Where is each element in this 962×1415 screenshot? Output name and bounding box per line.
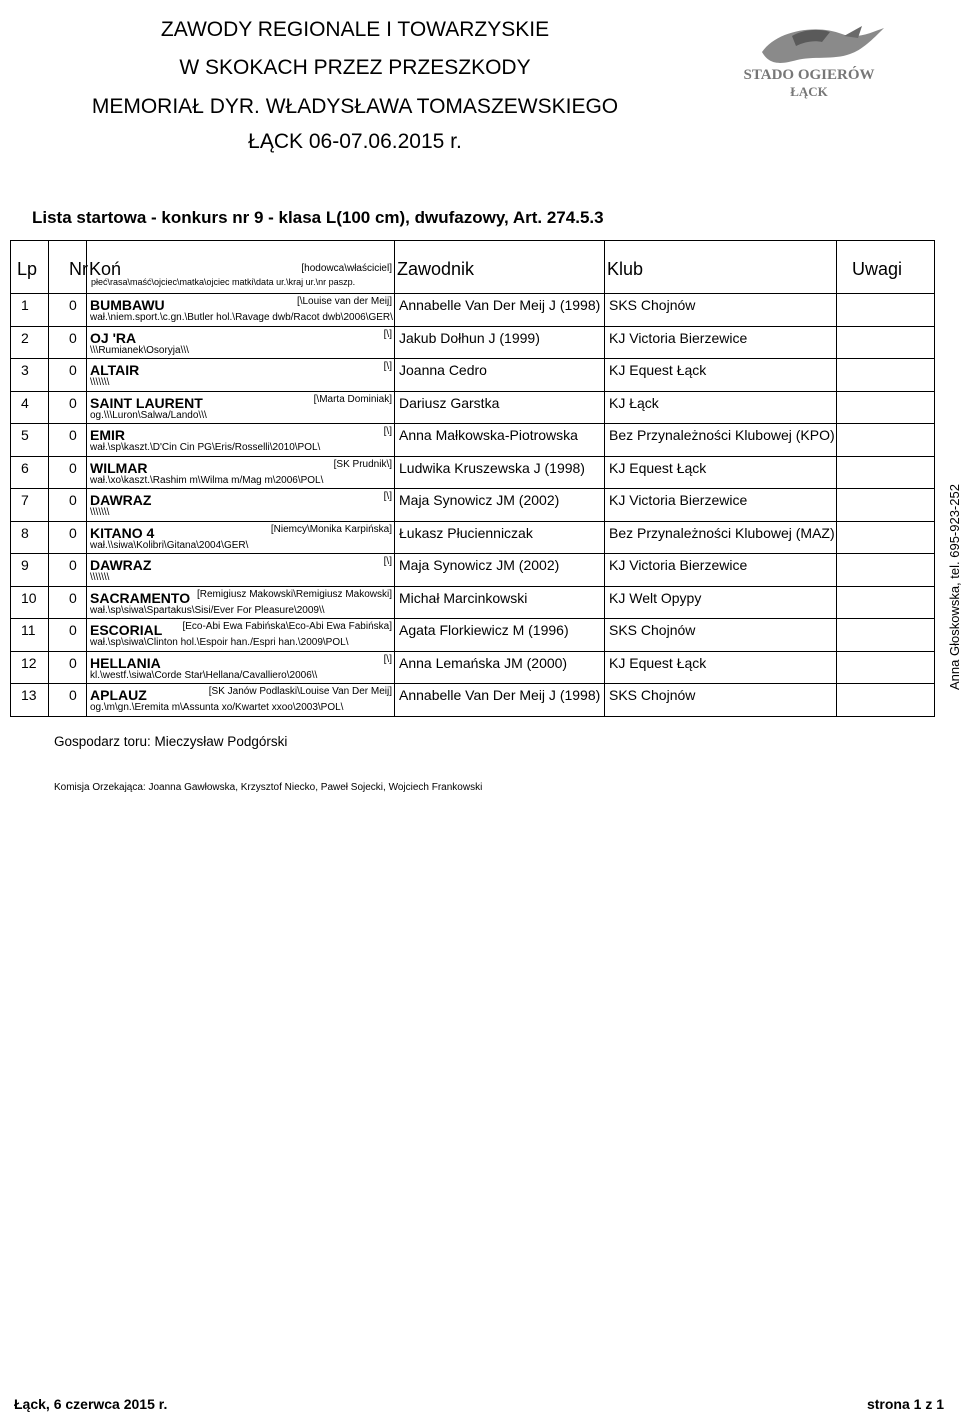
row-owner: [Remigiusz Makowski\Remigiusz Makowski] [196,588,392,600]
cell-notes [837,391,935,424]
cell-rider [395,294,605,327]
row-owner: [Eco-Abi Ewa Fabińska\Eco-Abi Ewa Fabińska] [182,621,392,632]
header-nr: Nr [49,241,87,294]
row-nr: 0 [69,394,77,411]
row-nr: 0 [69,524,77,541]
row-horse: DAWRAZ [90,557,152,573]
row-lp: 13 [21,687,37,703]
cell-lp [11,619,49,652]
side-note: Anna Głoskowska, tel. 695-923-252 [947,484,962,690]
cell-nr [49,586,87,619]
row-club: KJ Equest Łąck [609,654,707,671]
cell-rider [395,651,605,684]
row-horse-desc: \\\\\\\ [90,377,110,388]
cell-horse [87,359,395,392]
row-nr: 0 [69,329,77,346]
cell-nr [49,359,87,392]
row-club: KJ Welt Opypy [609,589,702,606]
cell-rider [395,489,605,522]
row-rider: Annabelle Van Der Meij J (1998) [399,297,601,313]
start-list-table [10,240,935,717]
cell-notes [837,619,935,652]
cell-notes [837,586,935,619]
row-rider: Michał Marcinkowski [399,589,528,606]
row-horse-desc: \\\Rumianek\Osoryja\\\ [90,344,189,356]
cell-club [605,651,837,684]
row-lp: 2 [21,329,29,346]
svg-text:ŁĄCK: ŁĄCK [790,84,828,99]
row-rider: Łukasz Płucienniczak [399,524,533,541]
cell-club [605,456,837,489]
cell-notes [837,294,935,327]
cell-horse [87,651,395,684]
cell-club [605,359,837,392]
row-horse-desc: \\\\\\\ [90,572,110,583]
table-row [11,619,935,652]
table-row [11,684,935,717]
cell-club [605,294,837,327]
table-row [11,359,935,392]
table-row [11,326,935,359]
cell-rider [395,684,605,717]
row-club: KJ Victoria Bierzewice [609,329,748,346]
header-lp: Lp [11,241,49,294]
cell-nr [49,489,87,522]
title-line-4: ŁĄCK 06-07.06.2015 r. [248,130,462,153]
row-horse: KITANO 4 [90,524,155,541]
row-horse-desc: og.\\\Luron\Salwa/Lando\\\ [90,409,207,421]
cell-club [605,326,837,359]
row-horse: SAINT LAURENT [90,394,203,411]
cell-nr [49,619,87,652]
competition-subtitle: Lista startowa - konkurs nr 9 - klasa L(100 cm), dwufazowy, Art. 274.5.3 [32,208,604,227]
cell-horse [87,684,395,717]
cell-horse [87,326,395,359]
cell-rider [395,554,605,587]
cell-horse [87,391,395,424]
cell-club [605,521,837,554]
row-owner: [\Louise van der Meij] [296,296,392,307]
row-club: KJ Łąck [609,394,659,411]
row-horse-desc: wał.\\siwa\Kolibri\Gitana\2004\GER\ [90,539,249,551]
cell-club [605,619,837,652]
row-horse-desc: \\\\\\\ [90,507,110,518]
cell-lp [11,489,49,522]
cell-notes [837,521,935,554]
row-horse: SACRAMENTO [90,589,191,606]
cell-rider [395,456,605,489]
row-horse: OJ 'RA [90,329,137,346]
cell-notes [837,489,935,522]
stado-ogierow-logo [722,22,897,102]
cell-lp [11,684,49,717]
row-club: Bez Przynależności Klubowej (MAZ) [609,524,835,541]
row-nr: 0 [69,589,77,606]
header-rider: Zawodnik [395,241,605,294]
table-row [11,456,935,489]
row-nr: 0 [69,492,77,508]
cell-rider [395,521,605,554]
row-horse-desc: wał.\sp\siwa\Spartakus\Sisi/Ever For Pleasure\2009\\ [90,604,325,616]
cell-lp [11,456,49,489]
cell-lp [11,586,49,619]
cell-horse [87,521,395,554]
row-horse: HELLANIA [90,654,161,671]
row-owner: [\Marta Dominiak] [313,393,392,405]
course-host: Gospodarz toru: Mieczysław Podgórski [54,734,288,749]
cell-club [605,684,837,717]
cell-horse [87,424,395,457]
cell-lp [11,294,49,327]
table-row [11,554,935,587]
row-rider: Anna Małkowska-Piotrowska [399,427,578,443]
cell-nr [49,651,87,684]
row-club: KJ Equest Łąck [609,459,707,476]
cell-notes [837,424,935,457]
cell-rider [395,359,605,392]
cell-horse [87,456,395,489]
row-lp: 10 [21,589,37,606]
row-owner: [SK Prudnik\] [333,458,392,470]
cell-lp [11,554,49,587]
row-horse: DAWRAZ [90,492,152,508]
row-lp: 11 [21,622,36,638]
cell-horse [87,619,395,652]
row-rider: Joanna Cedro [399,362,487,378]
cell-club [605,554,837,587]
place-date: Łąck, 6 czerwca 2015 r. [14,1396,168,1412]
cell-club [605,391,837,424]
horse-head-logo-icon [722,22,897,102]
title-line-1: ZAWODY REGIONALE I TOWARZYSKIE [160,18,550,41]
row-owner: [\] [383,328,392,340]
cell-rider [395,424,605,457]
cell-lp [11,651,49,684]
cell-nr [49,456,87,489]
cell-rider [395,619,605,652]
row-horse: ESCORIAL [90,622,163,638]
row-horse-desc: kl.\westf.\siwa\Corde Star\Hellana/Cavalliero\2006\\ [90,669,318,681]
row-lp: 6 [21,459,29,476]
row-rider: Anna Lemańska JM (2000) [399,654,568,671]
row-nr: 0 [69,427,77,443]
cell-notes [837,326,935,359]
row-horse: APLAUZ [90,687,147,703]
row-owner: [SK Janów Podlaski\Louise Van Der Meij] [208,686,392,697]
row-nr: 0 [69,459,77,476]
row-owner: [Niemcy\Monika Karpińska] [270,523,392,535]
table-row [11,424,935,457]
row-owner: [\] [383,426,392,437]
row-horse: WILMAR [90,459,148,476]
row-lp: 3 [21,362,29,378]
cell-club [605,586,837,619]
cell-club [605,489,837,522]
row-club: SKS Chojnów [609,297,696,313]
cell-nr [49,554,87,587]
row-nr: 0 [69,297,77,313]
row-horse-desc: og.\m\gn.\Eremita m\Assunta xo/Kwartet xxoo\2003\POL\ [90,702,344,713]
row-club: SKS Chojnów [609,687,696,703]
row-owner: [\] [383,556,392,567]
row-lp: 7 [21,492,29,508]
cell-lp [11,391,49,424]
row-lp: 4 [21,394,29,411]
row-horse: ALTAIR [90,362,140,378]
cell-horse [87,586,395,619]
row-owner: [\] [383,361,392,372]
row-owner: [\] [383,491,392,502]
page-number: strona 1 z 1 [866,1396,944,1412]
row-horse: BUMBAWU [90,297,165,313]
cell-notes [837,651,935,684]
row-nr: 0 [69,654,77,671]
row-rider: Dariusz Garstka [399,394,500,411]
cell-nr [49,294,87,327]
cell-horse [87,294,395,327]
row-nr: 0 [69,362,77,378]
cell-nr [49,521,87,554]
cell-notes [837,554,935,587]
row-club: SKS Chojnów [609,622,696,638]
row-club: KJ Victoria Bierzewice [609,557,748,573]
cell-nr [49,424,87,457]
row-horse-desc: wał.\niem.sport.\c.gn.\Butler hol.\Ravage dwb/Racot dwb\2006\GER\ [90,312,393,323]
row-nr: 0 [69,557,77,573]
row-owner: [\] [383,653,392,665]
header-notes: Uwagi [837,241,935,294]
cell-rider [395,391,605,424]
row-rider: Agata Florkiewicz M (1996) [399,622,569,638]
table-row [11,294,935,327]
title-line-3: MEMORIAŁ DYR. WŁADYSŁAWA TOMASZEWSKIEGO [91,95,619,118]
row-lp: 12 [21,654,37,671]
table-row [11,586,935,619]
title-line-2: W SKOKACH PRZEZ PRZESZKODY [179,56,531,79]
header-horse: Koń [hodowca\właściciel] płeć\rasa\maść\ojciec\matka\ojciec matki\data ur.\kraj ur.\nr paszp. [87,241,395,294]
row-rider: Ludwika Kruszewska J (1998) [399,459,585,476]
row-rider: Maja Synowicz JM (2002) [399,492,560,508]
cell-notes [837,456,935,489]
cell-notes [837,684,935,717]
cell-horse [87,554,395,587]
cell-lp [11,424,49,457]
row-nr: 0 [69,622,77,638]
cell-lp [11,326,49,359]
cell-lp [11,359,49,392]
cell-rider [395,326,605,359]
table-header-row [11,241,935,294]
cell-nr [49,391,87,424]
cell-lp [11,521,49,554]
row-club: KJ Victoria Bierzewice [609,492,748,508]
header-club: Klub [605,241,837,294]
table-row [11,651,935,684]
cell-nr [49,684,87,717]
cell-horse [87,489,395,522]
row-lp: 5 [21,427,29,443]
row-horse-desc: wał.\sp\kaszt.\D'Cin Cin PG\Eris/Rosselli\2010\POL\ [90,442,321,453]
cell-club [605,424,837,457]
cell-rider [395,586,605,619]
row-horse: EMIR [90,427,125,443]
table-row [11,521,935,554]
judging-committee: Komisja Orzekająca: Joanna Gawłowska, Krzysztof Niecko, Paweł Sojecki, Wojciech Frankowski [54,782,483,793]
cell-notes [837,359,935,392]
row-rider: Annabelle Van Der Meij J (1998) [399,687,601,703]
row-club: Bez Przynależności Klubowej (KPO) [609,427,835,443]
row-club: KJ Equest Łąck [609,362,707,378]
table-row [11,391,935,424]
svg-text:STADO OGIERÓW: STADO OGIERÓW [743,67,875,83]
row-lp: 9 [21,557,29,573]
row-lp: 8 [21,524,29,541]
table-row [11,489,935,522]
row-lp: 1 [21,297,29,313]
row-rider: Maja Synowicz JM (2002) [399,557,560,573]
row-nr: 0 [69,687,77,703]
row-horse-desc: wał.\xo\kaszt.\Rashim m\Wilma m/Mag m\2006\POL\ [90,474,324,486]
start-list-body [11,294,935,717]
cell-nr [49,326,87,359]
row-rider: Jakub Dołhun J (1999) [399,329,540,346]
row-horse-desc: wał.\sp\siwa\Clinton hol.\Espoir han./Espri han.\2009\POL\ [90,637,349,648]
